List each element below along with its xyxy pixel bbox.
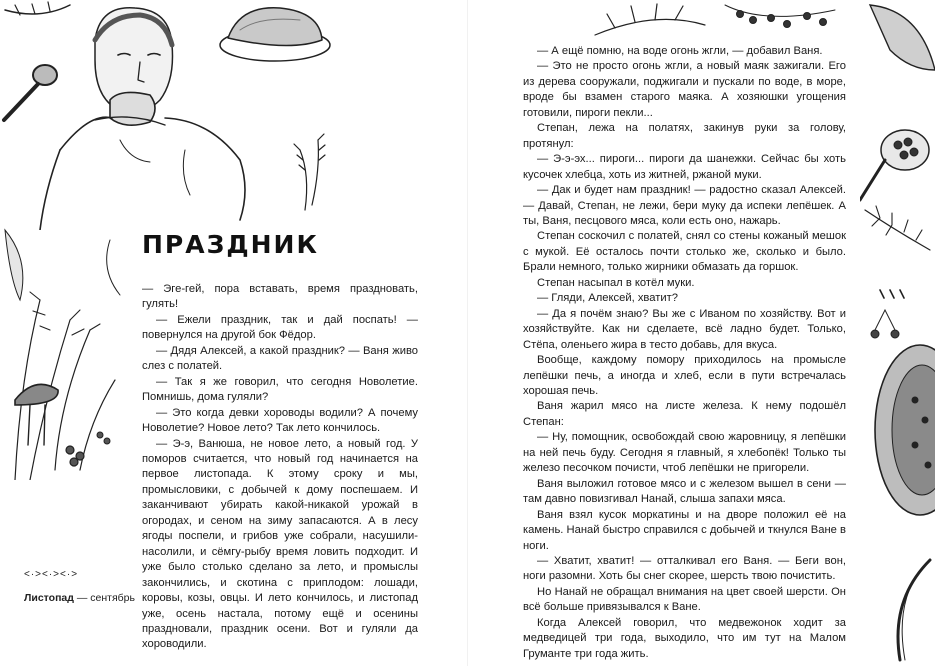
paragraph: — Э-э-эх... пироги... пироги да шанежки. Сейчас бы хоть кусочек хлебца, хоть из житней, ржаной муки. — [523, 153, 846, 181]
paragraph: Ваня взял кусок моркатины и на дворе положил её на камень. Нанай быстро справился с добычей и ткнулся Ване в ноги. — [523, 508, 846, 552]
paragraph: — Гляди, Алексей, хватит? — [537, 292, 678, 305]
month-translation: — сентябрь — [73, 592, 135, 604]
boy-eating-bread-illustration — [0, 0, 340, 230]
paragraph: Степан насыпал в котёл муки. — [537, 276, 695, 289]
berries-and-leaves-illustration — [860, 0, 935, 666]
paragraph: — Дак и будет нам праздник! — радостно сказал Алексей. — Давай, Степан, не лежи, бери муку да испеки лепёшек. А ты, Ваня, песцового мяса, коли есть оно, нажарь. — [523, 184, 846, 227]
ornament: <·><·><·> — [24, 569, 79, 580]
right-page-text — [523, 44, 846, 662]
paragraph: Но Нанай не обращал внимания на цвет своей шерсти. Он всё больше привязывался к Ване. — [523, 585, 846, 614]
paragraph: Вообще, каждому помору приходилось на промысле лепёшки печь, а иногда и хлеб, если в пути встречалась хорошая печь. — [523, 354, 846, 397]
paragraph: — Так я же говорил, что сегодня Новолетие. Помнишь, дома гуляли? — [142, 375, 418, 404]
paragraph: — Дядя Алексей, а какой праздник? — Ваня живо слез с полатей. — [142, 344, 418, 373]
paragraph: — Это не просто огонь жгли, а новый маяк зажигали. Его из дерева сооружали, поджигали и пускали по воде, в море, вроде бы взамен старого маяка. А хозяюшки угощения готовили, пироги пекли... — [523, 60, 846, 119]
paragraph: — Это когда девки хороводы водили? А почему Новолетие? Новое лето? Так лето кончилось. — [142, 406, 418, 435]
paragraph: Ваня жарил мясо на листе железа. К нему подошёл Степан: — [523, 400, 846, 428]
paragraph: — Да я почём знаю? Вы же с Иваном по хозяйству. Вот и хозяйствуйте. Как ни сделаете, всё ладно будет. Только, Стёпа, оленьего жира в тесто добавь, для вкуса. — [523, 307, 846, 351]
berry-sprig-illustration — [575, 0, 865, 40]
paragraph: — Эге-гей, пора вставать, время праздновать, гулять! — [142, 283, 418, 311]
page-gutter — [467, 0, 468, 666]
paragraph: — Хватит, хватит! — отталкивал его Ваня. — Беги вон, ноги разомни. Хоть бы снег скорее, шерсть твою почистить. — [523, 554, 846, 583]
paragraph: — Э-э, Ванюша, не новое лето, а новый год. У поморов считается, что новый год начинается на первое листопада. К этому сроку и мы, промысловики, с добычей к дому поспешаем. И заканчивают убирать какой-никакой урожай в огородах, и сеном на зиму запасаются. А в лесу ягоды поспели, и грибов уже собрали, насушили-насолили, и сёмгу-рыбу время ловить подходит. И уже было столько сделано за лето, и промыслы закончились, и скотина с приплодом: лошади, коровы, козы, овцы. И лето кончилось, и листопад уже, осень настала, потому ещё и осенины праздновали, праздник осени. Вот и гуляли да хороводили. — [142, 437, 418, 651]
paragraph: — Ежели праздник, так и дай поспать! — повернулся на другой бок Фёдор. — [142, 313, 418, 342]
month-name: Листопад — [24, 592, 74, 604]
herbs-and-mushroom-illustration — [0, 200, 135, 480]
month-note — [24, 592, 135, 604]
paragraph: Степан соскочил с полатей, снял со стены кожаный мешок с мукой. Её осталось почти столько же, сколько и было. Брали немного, только жирники обмазать да горшок. — [523, 230, 846, 274]
paragraph: Когда Алексей говорил, что медвежонок ходит за медведицей три года, выходило, что им тут на Малом Груманте три года жить. — [523, 616, 846, 660]
paragraph: — А ещё помню, на воде огонь жгли, — добавил Ваня. — [537, 45, 823, 57]
paragraph: Ваня выложил готовое мясо и с железом вышел в сени — там давно повизгивал Нанай, слыша запахи мяса. — [523, 477, 846, 506]
left-page-text — [142, 282, 418, 653]
paragraph: Степан, лежа на полатях, закинув руки за голову, протянул: — [523, 122, 846, 150]
paragraph: — Ну, помощник, освобождай свою жаровницу, я лепёшки на ней печь буду. Сегодня я главный, я хлебопёк! Только ты железо песочком почисти, чтоб лепёшки не пригорели. — [523, 431, 846, 475]
chapter-title: ПРАЗДНИК — [142, 230, 319, 259]
